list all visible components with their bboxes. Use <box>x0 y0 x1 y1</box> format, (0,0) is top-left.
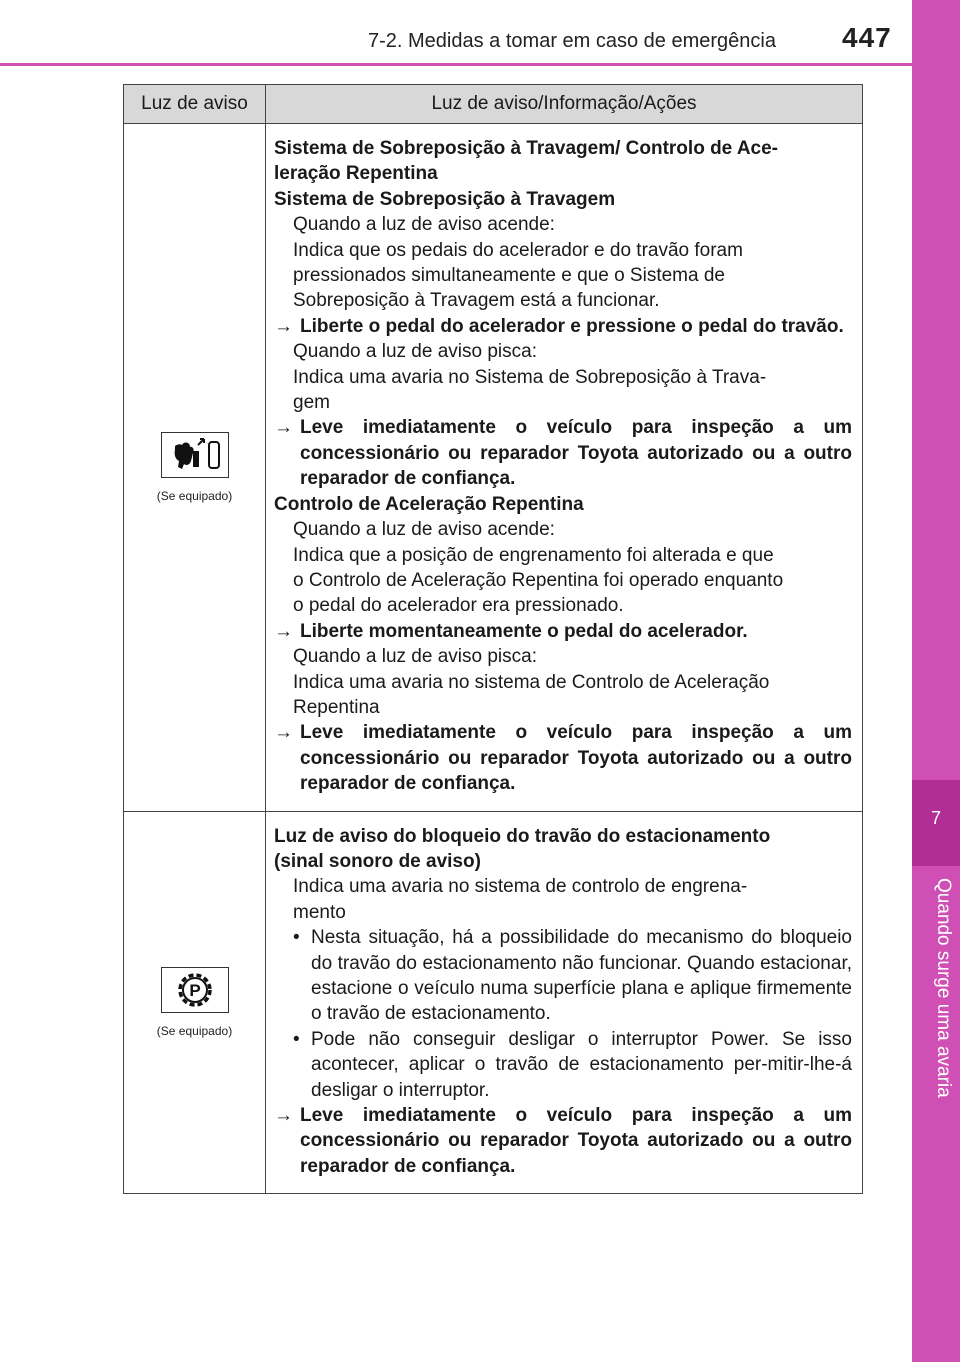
subheading-line: Controlo de Aceleração Repentina <box>274 493 584 515</box>
text-line: Indica uma avaria no sistema de controlo de engrena- <box>293 876 748 898</box>
table-header-row <box>124 85 863 124</box>
heading-line: (sinal sonoro de aviso) <box>274 850 481 872</box>
text-line: Quando a luz de aviso pisca: <box>293 341 537 363</box>
action-line: → Leve imediatamente o veículo para inspeção a um concessionário ou reparador Toyota autorizado ou a outro reparador de confiança. <box>274 1103 852 1179</box>
warning-light-cell <box>124 811 266 1194</box>
bullet-item: • Nesta situação, há a possibilidade do mecanismo do bloqueio do travão do estacionamento não funcionar. Quando estacionar, estacione o veículo numa superfície plana e aplique firmemente o travão de estacionamento. <box>274 925 852 1027</box>
table-row <box>124 124 863 812</box>
bullet-item: • Pode não conseguir desligar o interruptor Power. Se isso acontecer, aplicar o travão de estacionamento per-mitir-lhe-á desligar o interruptor. <box>274 1027 852 1103</box>
description-cell <box>266 124 863 812</box>
text-line: mento <box>293 901 346 923</box>
text-line: o pedal do acelerador era pressionado. <box>293 595 624 617</box>
warning-light-cell <box>124 124 266 812</box>
header-divider <box>0 63 912 66</box>
chapter-number: 7 <box>930 808 941 828</box>
icon-caption: (Se equipado) <box>156 488 233 503</box>
heading-line: Sistema de Sobreposição à Travagem/ Controlo de Ace- <box>274 138 779 159</box>
text-line: Sobreposição à Travagem está a funcionar. <box>293 290 660 312</box>
text-line: o Controlo de Aceleração Repentina foi operado enquanto <box>293 569 784 591</box>
chapter-title: Quando surge uma avaria <box>933 878 954 1098</box>
warning-light-table <box>123 84 863 1194</box>
text-line: Quando a luz de aviso acende: <box>293 519 555 541</box>
action-line: → Leve imediatamente o veículo para inspeção a um concessionário ou reparador Toyota autorizado ou a outro reparador de confiança. <box>274 415 852 491</box>
section-title: 7-2. Medidas a tomar em caso de emergência <box>368 30 776 52</box>
text-line: Indica que os pedais do acelerador e do travão foram <box>293 239 743 261</box>
text-line: Quando a luz de aviso acende: <box>293 214 555 236</box>
heading-line: Luz de aviso do bloqueio do travão do estacionamento <box>274 825 771 847</box>
description-cell <box>266 811 863 1194</box>
text-line: Quando a luz de aviso pisca: <box>293 646 537 668</box>
text-line: pressionados simultaneamente e que o Sistema de <box>293 265 725 287</box>
column-header-warning-light: Luz de aviso <box>124 85 266 124</box>
text-line: Repentina <box>293 696 380 718</box>
chapter-side-tab <box>912 0 960 1362</box>
table-row <box>124 811 863 1194</box>
subheading-line: Sistema de Sobreposição à Travagem <box>274 188 616 210</box>
action-line: → Liberte momentaneamente o pedal do acelerador. <box>274 619 852 644</box>
svg-text:P: P <box>188 980 201 1000</box>
page-number: 447 <box>842 22 892 53</box>
action-line: → Liberte o pedal do acelerador e pressione o pedal do travão. <box>274 314 852 339</box>
text-line: gem <box>293 392 330 414</box>
action-line: → Leve imediatamente o veículo para inspeção a um concessionário ou reparador Toyota autorizado ou a outro reparador de confiança. <box>274 720 852 796</box>
text-line: Indica que a posição de engrenamento foi alterada e que <box>293 544 774 566</box>
heading-line: leração Repentina <box>274 163 438 185</box>
text-line: Indica uma avaria no sistema de Controlo de Aceleração <box>293 671 770 693</box>
column-header-info-actions: Luz de aviso/Informação/Ações <box>266 85 863 124</box>
parking-lock-warning-icon <box>161 967 229 1013</box>
brake-override-warning-icon <box>161 432 229 478</box>
icon-caption: (Se equipado) <box>156 1023 233 1038</box>
text-line: Indica uma avaria no Sistema de Sobreposição à Trava- <box>293 366 767 388</box>
